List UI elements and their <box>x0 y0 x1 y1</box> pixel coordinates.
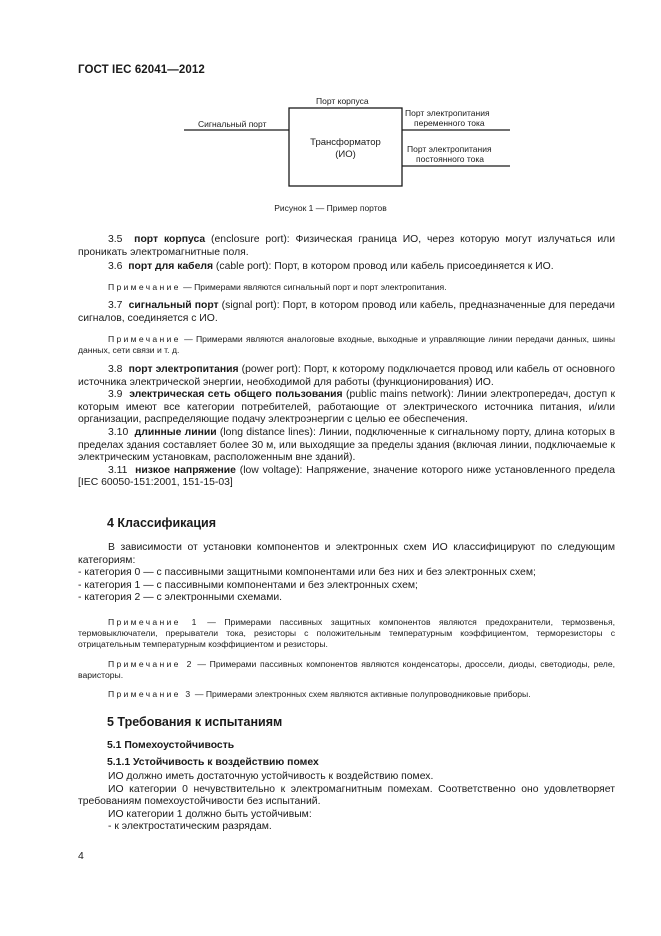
section-4-title: 4 Классификация <box>107 516 217 530</box>
section-4-intro: В зависимости от установки компонентов и электронных схем ИО классифицируют по следующим категориям: <box>78 542 615 566</box>
note-4-2: Примечание 2 — Примерами пассивных компонентов являются конденсаторы, дроссели, диоды, светодиоды, реле, варисторы. <box>78 659 615 680</box>
signal-port-label: Сигнальный порт <box>198 119 267 129</box>
category-1: - категория 1 — с пассивными компонентами и без электронных схем; <box>78 579 418 591</box>
section-5-para-1: ИО должно иметь достаточную устойчивость к воздействию помех. <box>108 771 434 782</box>
figure-ports <box>0 90 661 220</box>
dc-port-label-1: Порт электропитания <box>407 144 492 154</box>
enclosure-port-label: Порт корпуса <box>316 96 369 106</box>
section-5-para-3: ИО категории 1 должно быть устойчивым: <box>108 808 312 820</box>
section-5-1-1-title: 5.1.1 Устойчивость к воздействию помех <box>107 757 319 768</box>
category-0: - категория 0 — с пассивными защитными компонентами или без них и без электронных схем; <box>78 567 536 579</box>
standard-header: ГОСТ IEC 62041—2012 <box>78 64 205 76</box>
definition-3-7: 3.7 сигнальный порт (signal port): Порт, в котором провод или кабель, предназначенные для передачи сигналов, соединяется с ИО. <box>78 300 615 324</box>
section-5-1-title: 5.1 Помехоустойчивость <box>107 740 235 751</box>
dc-port-label-2: постоянного тока <box>416 154 484 164</box>
definitions-block-2 <box>78 300 615 325</box>
definition-3-10: 3.10 длинные линии (long distance lines): Линии, подключенные к сигнальному порту, длина которых в пределах здания составляет более 30 м, или выходящие за пределы здания (включая линии, подключаемые к электрическим установкам, расположенным вне зданий). <box>78 426 615 464</box>
section-5-para-4: - к электростатическим разрядам. <box>108 821 272 833</box>
note-4-3: Примечание 3 — Примерами электронных схем являются активные полупроводниковые приборы. <box>108 689 531 699</box>
note-3-7: Примечание — Примерами являются аналоговые входные, выходные и управляющие линии передачи данных, шины данных, сети связи и т. д. <box>78 334 615 355</box>
definition-3-5: 3.5 порт корпуса (enclosure port): Физическая граница ИО, через которую могут излучаться или проникать электромагнитные поля. <box>78 234 616 258</box>
definition-3-9: 3.9 электрическая сеть общего пользования (public mains network): Линии электропередач, доступ к которым имеют все категории потребителей, работающие от электрического источника питания, и/или организации, распределяющие подачу электроэнергии с целью ее обеспечения. <box>78 389 615 426</box>
definitions-block-3 <box>78 364 615 490</box>
note-4-1: Примечание 1 — Примерами пассивных защитных компонентов являются предохранители, термозвенья, термовыключатели, прерыватели тока, резисторы с положительным температурным коэффициентом, терморезисторы с отрицательным температурным коэффициентом и резисторы. <box>78 617 615 649</box>
definition-3-8: 3.8 порт электропитания (power port): Порт, к которому подключается провод или кабель от основного источника электрической энергии, необходимой для работы (функционирования) ИО. <box>78 364 615 388</box>
section-4-body <box>78 542 615 605</box>
section-5-para-2: ИО категории 0 нечувствительно к электромагнитным помехам. Соответственно оно удовлетворяет требованиям помехоустойчивости без испытаний. <box>78 783 615 808</box>
definitions-block-1 <box>78 234 615 274</box>
note-3-6: Примечание — Примерами являются сигнальный порт и порт электропитания. <box>108 282 447 292</box>
ac-port-label-2: переменного тока <box>414 118 485 128</box>
definition-3-6: 3.6 порт для кабеля (cable port): Порт, в котором провод или кабель присоединяется к ИО. <box>108 261 554 273</box>
definition-3-11: 3.11 низкое напряжение (low voltage): Напряжение, значение которого ниже установленного предела [IEC 60050-151:2001, 151-15-03] <box>78 464 615 489</box>
section-5-title: 5 Требования к испытаниям <box>107 715 283 729</box>
section-5-body <box>78 771 615 834</box>
box-label-2: (ИО) <box>335 149 356 160</box>
ac-port-label-1: Порт электропитания <box>405 108 490 118</box>
category-2: - категория 2 — с электронными схемами. <box>78 592 283 604</box>
page-number: 4 <box>78 851 84 862</box>
box-label-1: Трансформатор <box>310 137 381 148</box>
figure-caption: Рисунок 1 — Пример портов <box>274 203 387 213</box>
